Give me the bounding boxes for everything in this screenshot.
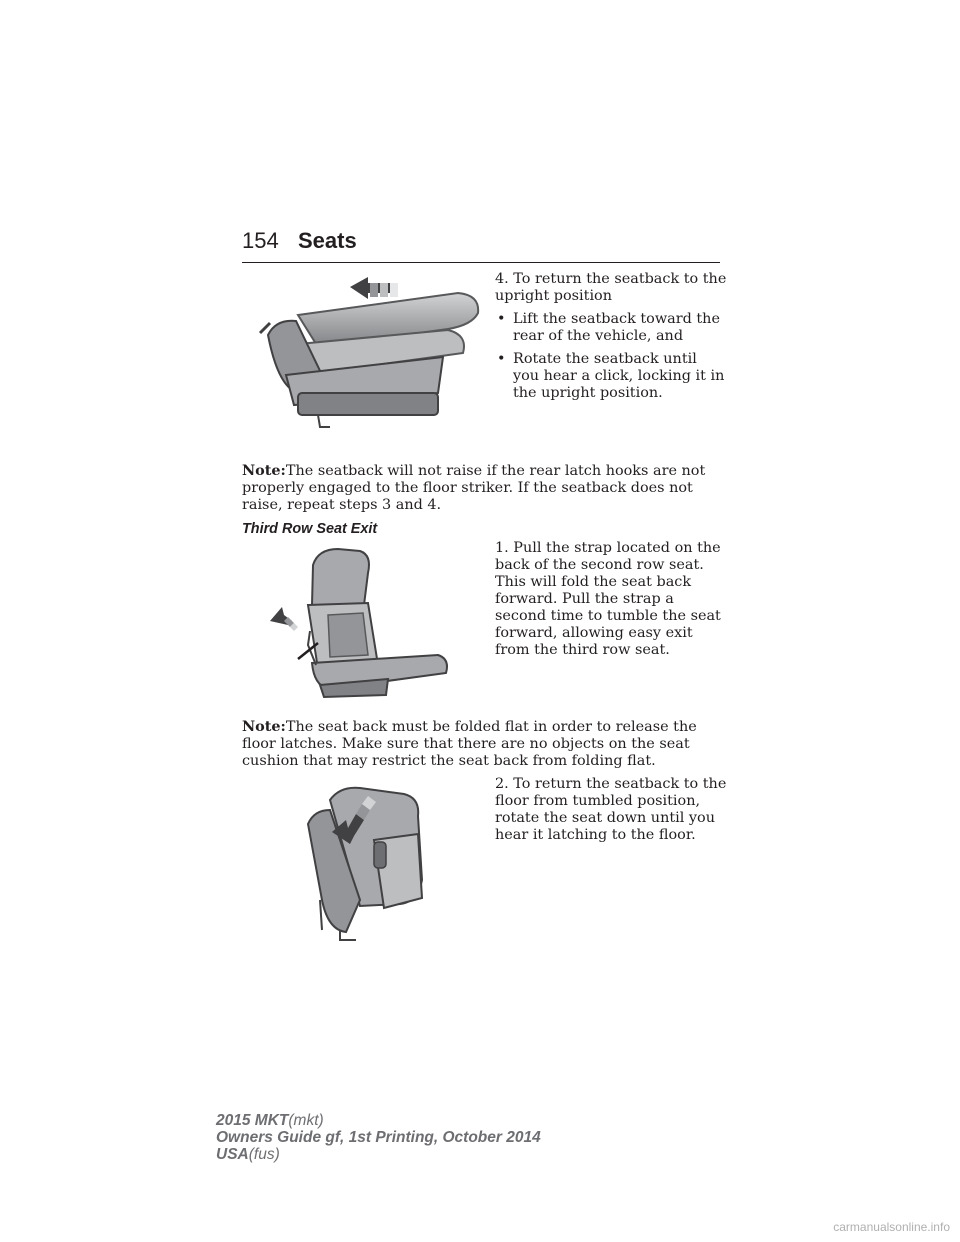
note-text: The seat back must be folded flat in order to release the floor latches. Make sure that there are no objects on the seat cushion that may restrict the seat back from folding flat.: [242, 719, 697, 769]
section-title: Seats: [298, 228, 357, 253]
footer-line-3: USA(fus): [216, 1146, 280, 1163]
note-2: [242, 718, 722, 770]
note-text: The seatback will not raise if the rear latch hooks are not properly engaged to the floor striker. If the seatback does not raise, repeat steps 3 and 4.: [242, 463, 706, 513]
step-4-bullet-list: [495, 311, 727, 402]
step-4-block: [495, 271, 727, 408]
page-number: 154: [242, 228, 279, 253]
second-row-seat-illustration: [268, 545, 463, 705]
page-header: [242, 226, 720, 263]
list-item: • Rotate the seatback until you hear a click, locking it in the upright position.: [497, 351, 725, 401]
note-1: [242, 462, 722, 514]
print-footer: [216, 1112, 541, 1163]
third-row-seat-exit-heading: Third Row Seat Exit: [242, 521, 378, 537]
watermark: carmanualsonline.info: [833, 1220, 950, 1234]
note-label: Note:: [242, 462, 286, 479]
footer-line-2: Owners Guide gf, 1st Printing, October 2014: [216, 1129, 541, 1146]
note-label: Note:: [242, 718, 286, 735]
step-2: 2. To return the seatback to the floor from tumbled position, rotate the seat down until you hear it latching to the floor.: [495, 776, 727, 843]
footer-line-1: 2015 MKT(mkt): [216, 1112, 324, 1129]
folded-seat-illustration: [258, 275, 488, 435]
list-item: • Lift the seatback toward the rear of the vehicle, and: [497, 311, 720, 344]
tumbled-seat-illustration: [300, 780, 435, 945]
step-4-text: 4. To return the seatback to the upright position: [495, 271, 727, 304]
third-row-step-1: 1. Pull the strap located on the back of the second row seat. This will fold the seat back forward. Pull the strap a second time to tumble the seat forward, allowing easy exit from the third row seat.: [495, 540, 721, 658]
